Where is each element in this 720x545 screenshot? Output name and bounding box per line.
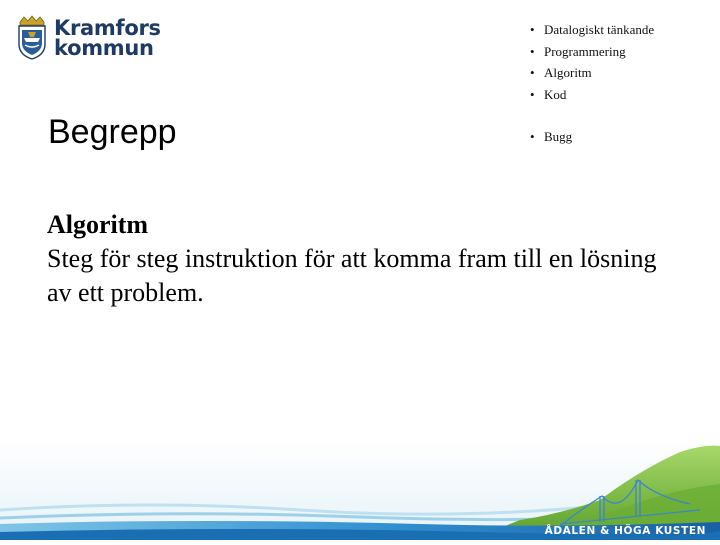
list-item — [530, 19, 710, 41]
slide-title: Begrepp — [48, 113, 177, 151]
logo-line-kramfors: Kramfors — [54, 16, 161, 40]
logo-line-kommun: kommun — [54, 36, 154, 60]
kramfors-crest-icon — [16, 14, 48, 60]
bullet-icon: • — [530, 129, 535, 144]
list-item-text: Algoritm — [544, 65, 592, 80]
concept-list — [530, 19, 710, 148]
bullet-icon: • — [530, 43, 535, 59]
list-item — [530, 84, 710, 106]
kramfors-logo — [16, 14, 161, 66]
list-item-text: Programmering — [544, 43, 626, 59]
list-item-text: Kod — [544, 86, 567, 102]
footer-banner — [0, 440, 720, 540]
list-item — [530, 126, 710, 148]
term-heading: Algoritm — [47, 210, 149, 239]
list-item-text: Datalogiskt tänkande — [544, 22, 655, 37]
footer-region-label: ÅDALEN & HÖGA KUSTEN — [544, 525, 706, 537]
list-item-text: Bugg — [544, 129, 573, 144]
bullet-icon: • — [530, 22, 535, 37]
slide-body — [47, 208, 687, 310]
list-item — [530, 62, 710, 84]
list-item — [530, 41, 710, 63]
bullet-icon: • — [530, 65, 535, 80]
bullet-icon: • — [530, 86, 535, 102]
logo-wordmark — [54, 18, 161, 58]
term-definition: Steg för steg instruktion för att komma fram till en lösning av ett problem. — [47, 244, 657, 307]
